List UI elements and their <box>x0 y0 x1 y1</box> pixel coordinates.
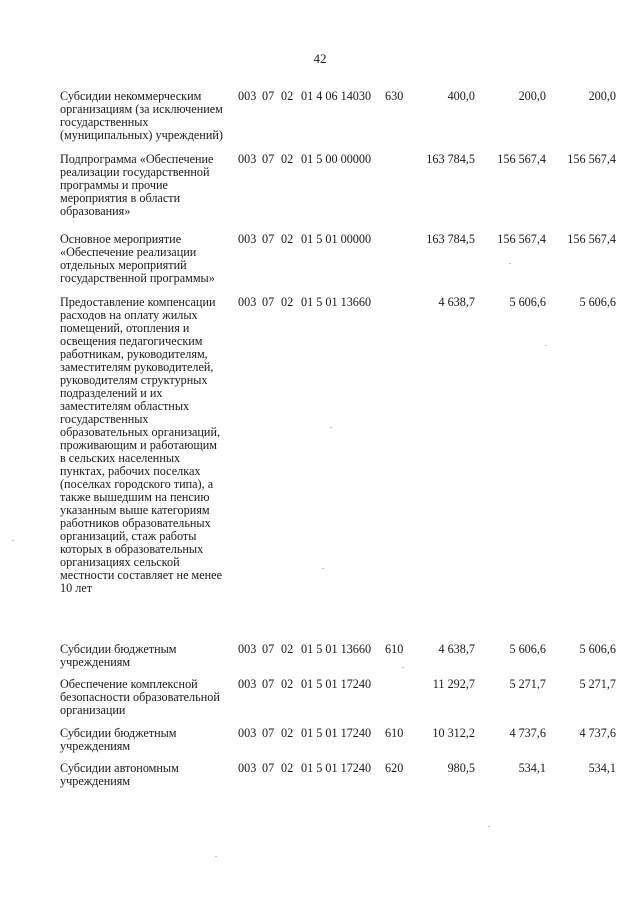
target-article-code: 01 5 00 00000 <box>301 152 372 166</box>
amount-year-1: 10 312,2 <box>432 726 475 740</box>
description-line: Субсидии некоммерческим <box>60 89 202 103</box>
subsection-code: 02 <box>281 677 294 691</box>
description-line: подразделений и их <box>60 386 163 400</box>
section-code: 07 <box>262 677 275 691</box>
target-article-code: 01 4 06 14030 <box>301 89 372 103</box>
amount-year-1: 400,0 <box>447 89 475 103</box>
scan-speck <box>545 345 547 346</box>
admin-code: 003 <box>238 152 257 166</box>
subsection-code: 02 <box>281 761 294 775</box>
scan-speck <box>330 427 332 428</box>
row-description <box>60 678 236 717</box>
amount-year-3: 534,1 <box>588 761 616 775</box>
section-code: 07 <box>262 89 275 103</box>
admin-code: 003 <box>238 761 257 775</box>
target-article-code: 01 5 01 17240 <box>301 726 372 740</box>
amount-year-3: 156 567,4 <box>567 152 616 166</box>
description-line: в сельских населенных <box>60 451 181 465</box>
description-line: организаций, стаж работы <box>60 529 197 543</box>
subsection-code: 02 <box>281 642 294 656</box>
amount-year-2: 534,1 <box>518 761 546 775</box>
description-line: реализации государственной <box>60 165 210 179</box>
row-description <box>60 762 236 788</box>
description-line: образовательных организаций, <box>60 425 221 439</box>
subsection-code: 02 <box>281 232 294 246</box>
admin-code: 003 <box>238 726 257 740</box>
expense-type-code: 610 <box>385 726 404 740</box>
section-code: 07 <box>262 642 275 656</box>
description-line: (муниципальных) учреждений) <box>60 128 223 142</box>
scan-speck <box>322 568 324 569</box>
description-line: Субсидии автономным <box>60 761 179 775</box>
scan-speck <box>509 263 511 264</box>
description-line: государственной программы» <box>60 271 215 285</box>
amount-year-1: 4 638,7 <box>438 642 475 656</box>
scan-speck <box>402 667 404 668</box>
description-line: мероприятия в области <box>60 191 181 205</box>
description-line: 10 лет <box>60 581 93 595</box>
admin-code: 003 <box>238 295 257 309</box>
description-line: программы и прочие <box>60 178 168 192</box>
row-description <box>60 90 236 142</box>
row-description <box>60 233 236 285</box>
amount-year-2: 200,0 <box>518 89 546 103</box>
subsection-code: 02 <box>281 726 294 740</box>
description-line: помещений, отопления и <box>60 321 190 335</box>
scan-speck <box>215 856 217 857</box>
description-line: заместителям областных <box>60 399 190 413</box>
admin-code: 003 <box>238 677 257 691</box>
description-line: проживающим и работающим <box>60 438 217 452</box>
subsection-code: 02 <box>281 89 294 103</box>
scan-speck <box>12 540 14 541</box>
target-article-code: 01 5 01 00000 <box>301 232 372 246</box>
target-article-code: 01 5 01 17240 <box>301 761 372 775</box>
expense-type-code: 630 <box>385 89 404 103</box>
amount-year-2: 5 606,6 <box>509 642 546 656</box>
description-line: образования» <box>60 204 131 218</box>
expense-type-code: 610 <box>385 642 404 656</box>
description-line: государственных <box>60 412 149 426</box>
subsection-code: 02 <box>281 295 294 309</box>
row-description <box>60 153 236 218</box>
description-line: работников образовательных <box>60 516 211 530</box>
amount-year-1: 163 784,5 <box>426 232 475 246</box>
description-line: пунктах, рабочих поселках <box>60 464 201 478</box>
description-line: учреждениям <box>60 774 131 788</box>
admin-code: 003 <box>238 232 257 246</box>
description-line: также вышедшим на пенсию <box>60 490 210 504</box>
admin-code: 003 <box>238 89 257 103</box>
row-description <box>60 643 236 669</box>
description-line: организации <box>60 703 126 717</box>
target-article-code: 01 5 01 17240 <box>301 677 372 691</box>
description-line: (поселках городского типа), а <box>60 477 214 491</box>
section-code: 07 <box>262 295 275 309</box>
description-line: Подпрограмма «Обеспечение <box>60 152 214 166</box>
description-line: работникам, руководителям, <box>60 347 208 361</box>
description-line: учреждениям <box>60 739 131 753</box>
section-code: 07 <box>262 232 275 246</box>
description-line: отдельных мероприятий <box>60 258 187 272</box>
description-line: Обеспечение комплексной <box>60 677 198 691</box>
description-line: заместителям руководителей, <box>60 360 214 374</box>
row-description <box>60 296 236 595</box>
amount-year-3: 5 606,6 <box>579 295 616 309</box>
description-line: государственных <box>60 115 149 129</box>
description-line: учреждениям <box>60 655 131 669</box>
amount-year-3: 4 737,6 <box>579 726 616 740</box>
amount-year-3: 5 271,7 <box>579 677 616 691</box>
target-article-code: 01 5 01 13660 <box>301 642 372 656</box>
description-line: Предоставление компенсации <box>60 295 216 309</box>
description-line: Субсидии бюджетным <box>60 726 177 740</box>
description-line: Субсидии бюджетным <box>60 642 177 656</box>
amount-year-3: 5 606,6 <box>579 642 616 656</box>
subsection-code: 02 <box>281 152 294 166</box>
description-line: местности составляет не менее <box>60 568 222 582</box>
description-line: «Обеспечение реализации <box>60 245 197 259</box>
amount-year-2: 5 271,7 <box>509 677 546 691</box>
description-line: организациям (за исключением <box>60 102 223 116</box>
amount-year-2: 4 737,6 <box>509 726 546 740</box>
description-line: которых в образовательных <box>60 542 204 556</box>
expense-type-code: 620 <box>385 761 404 775</box>
amount-year-3: 200,0 <box>588 89 616 103</box>
description-line: освещения педагогическим <box>60 334 203 348</box>
amount-year-2: 156 567,4 <box>497 152 546 166</box>
description-line: указанным выше категориям <box>60 503 210 517</box>
scan-speck <box>488 826 490 827</box>
amount-year-1: 163 784,5 <box>426 152 475 166</box>
amount-year-3: 156 567,4 <box>567 232 616 246</box>
description-line: расходов на оплату жилых <box>60 308 198 322</box>
amount-year-1: 4 638,7 <box>438 295 475 309</box>
description-line: безопасности образовательной <box>60 690 220 704</box>
description-line: руководителям структурных <box>60 373 208 387</box>
section-code: 07 <box>262 152 275 166</box>
amount-year-2: 5 606,6 <box>509 295 546 309</box>
section-code: 07 <box>262 726 275 740</box>
admin-code: 003 <box>238 642 257 656</box>
amount-year-2: 156 567,4 <box>497 232 546 246</box>
section-code: 07 <box>262 761 275 775</box>
page-number: 42 <box>313 51 327 66</box>
amount-year-1: 11 292,7 <box>432 677 475 691</box>
description-line: Основное мероприятие <box>60 232 182 246</box>
description-line: организациях сельской <box>60 555 180 569</box>
amount-year-1: 980,5 <box>447 761 475 775</box>
target-article-code: 01 5 01 13660 <box>301 295 372 309</box>
row-description <box>60 727 236 753</box>
